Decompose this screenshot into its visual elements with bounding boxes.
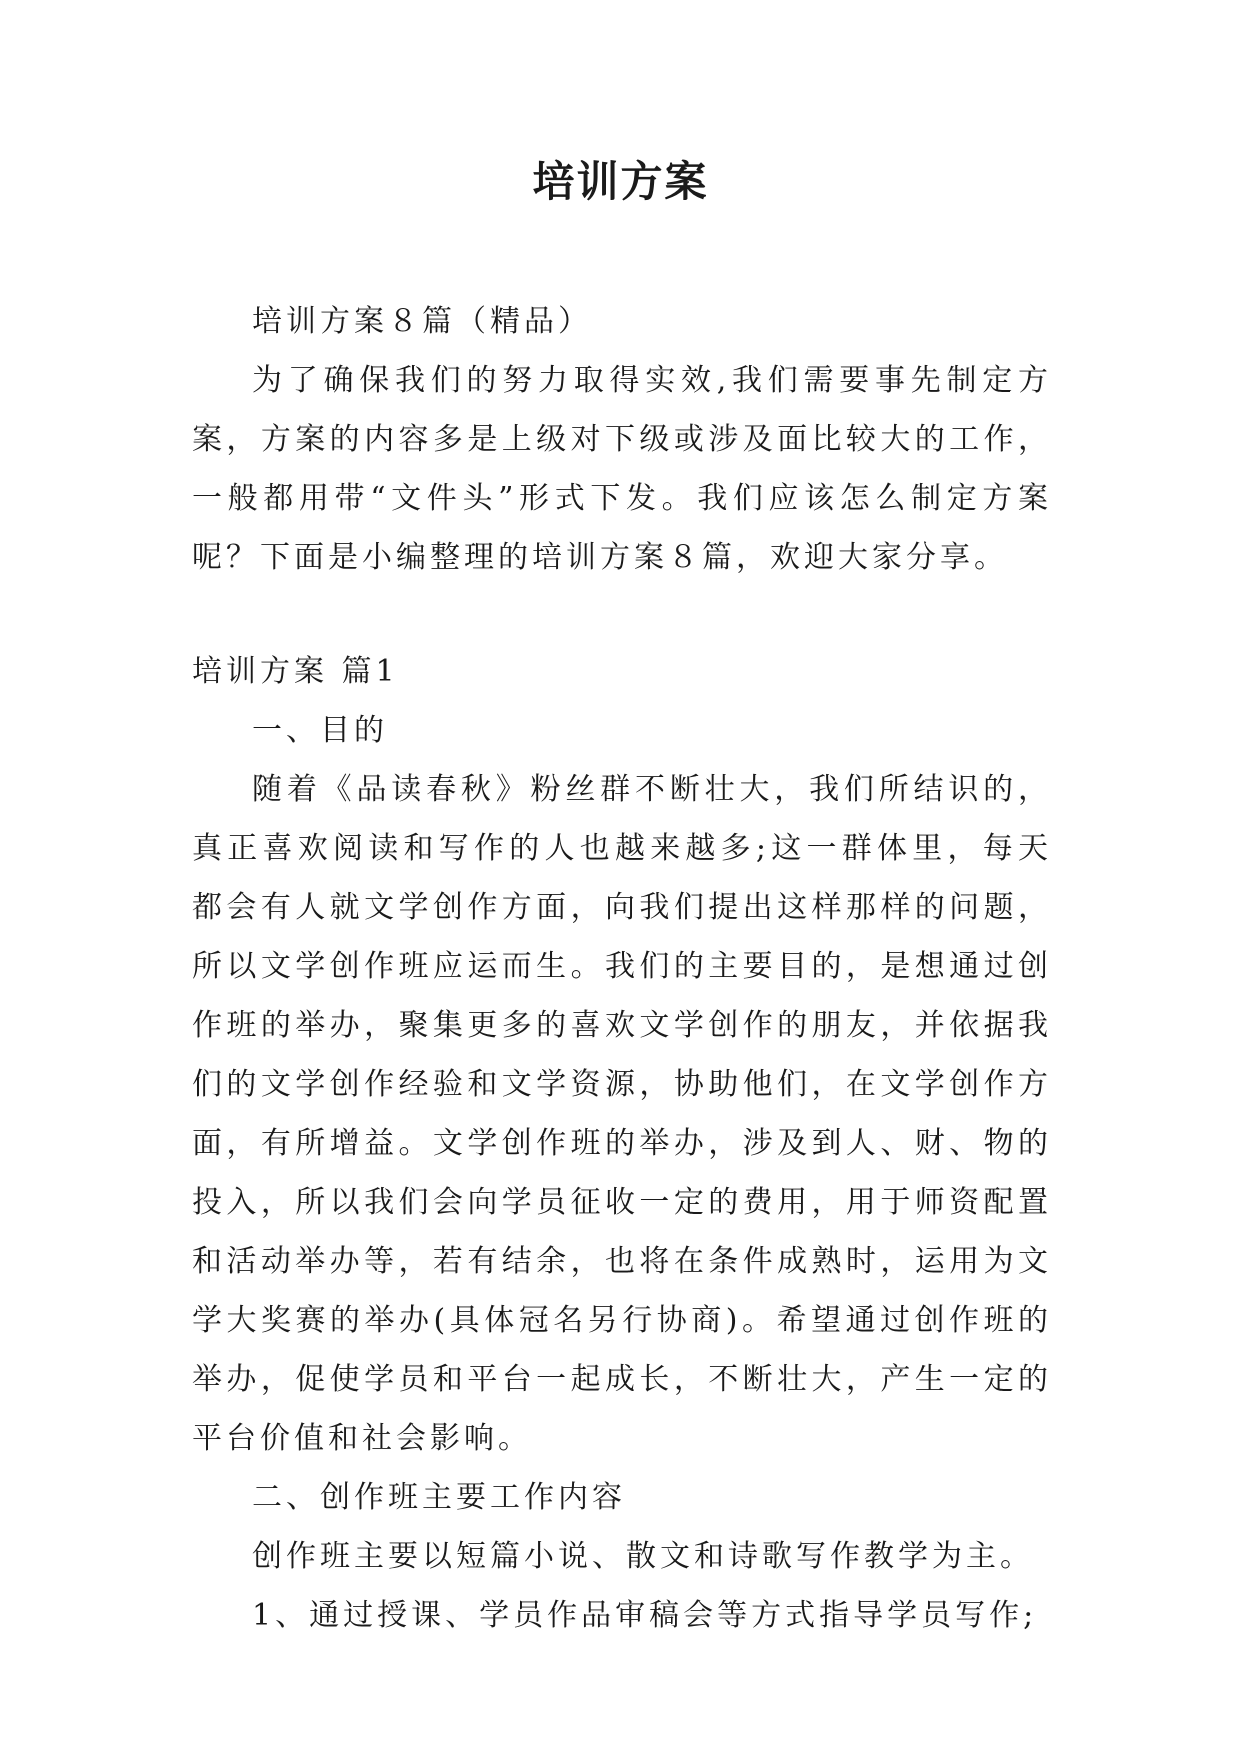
spacer (192, 587, 1052, 642)
heading-purpose: 一、目的 (252, 713, 388, 748)
work-content-paragraph: 创作班主要以短篇小说、散文和诗歌写作教学为主。 (252, 1539, 1034, 1574)
list-item-1: 1、通过授课、学员作品审稿会等方式指导学员写作; (252, 1598, 1038, 1633)
section-heading: 培训方案 篇1 (192, 654, 399, 689)
purpose-paragraph: 随着《品读春秋》粉丝群不断壮大，我们所结识的，真正喜欢阅读和写作的人也越来越多;这一群体里，每天都会有人就文学创作方面，向我们提出这样那样的问题，所以文学创作班应运而生。我们的主要目的，是想通过创作班的举办，聚集更多的喜欢文学创作的朋友，并依据我们的文学创作经验和文学资源，协助他们，在文学创作方面，有所增益。文学创作班的举办，涉及到人、财、物的投入，所以我们会向学员征收一定的费用，用于师资配置和活动举办等，若有结余，也将在条件成熟时，运用为文学大奖赛的举办(具体冠名另行协商)。希望通过创作班的举办，促使学员和平台一起成长，不断壮大，产生一定的平台价值和社会影响。 (192, 772, 1052, 1456)
document-body (192, 292, 1052, 1645)
intro-paragraph: 为了确保我们的努力取得实效,我们需要事先制定方案，方案的内容多是上级对下级或涉及面比较大的工作，一般都用带“文件头”形式下发。我们应该怎么制定方案呢？下面是小编整理的培训方案８篇，欢迎大家分享。 (192, 363, 1052, 575)
document-subtitle: 培训方案８篇（精品） (252, 304, 592, 339)
document-title: 培训方案 (532, 157, 709, 206)
heading-work-content: 二、创作班主要工作内容 (252, 1480, 626, 1515)
